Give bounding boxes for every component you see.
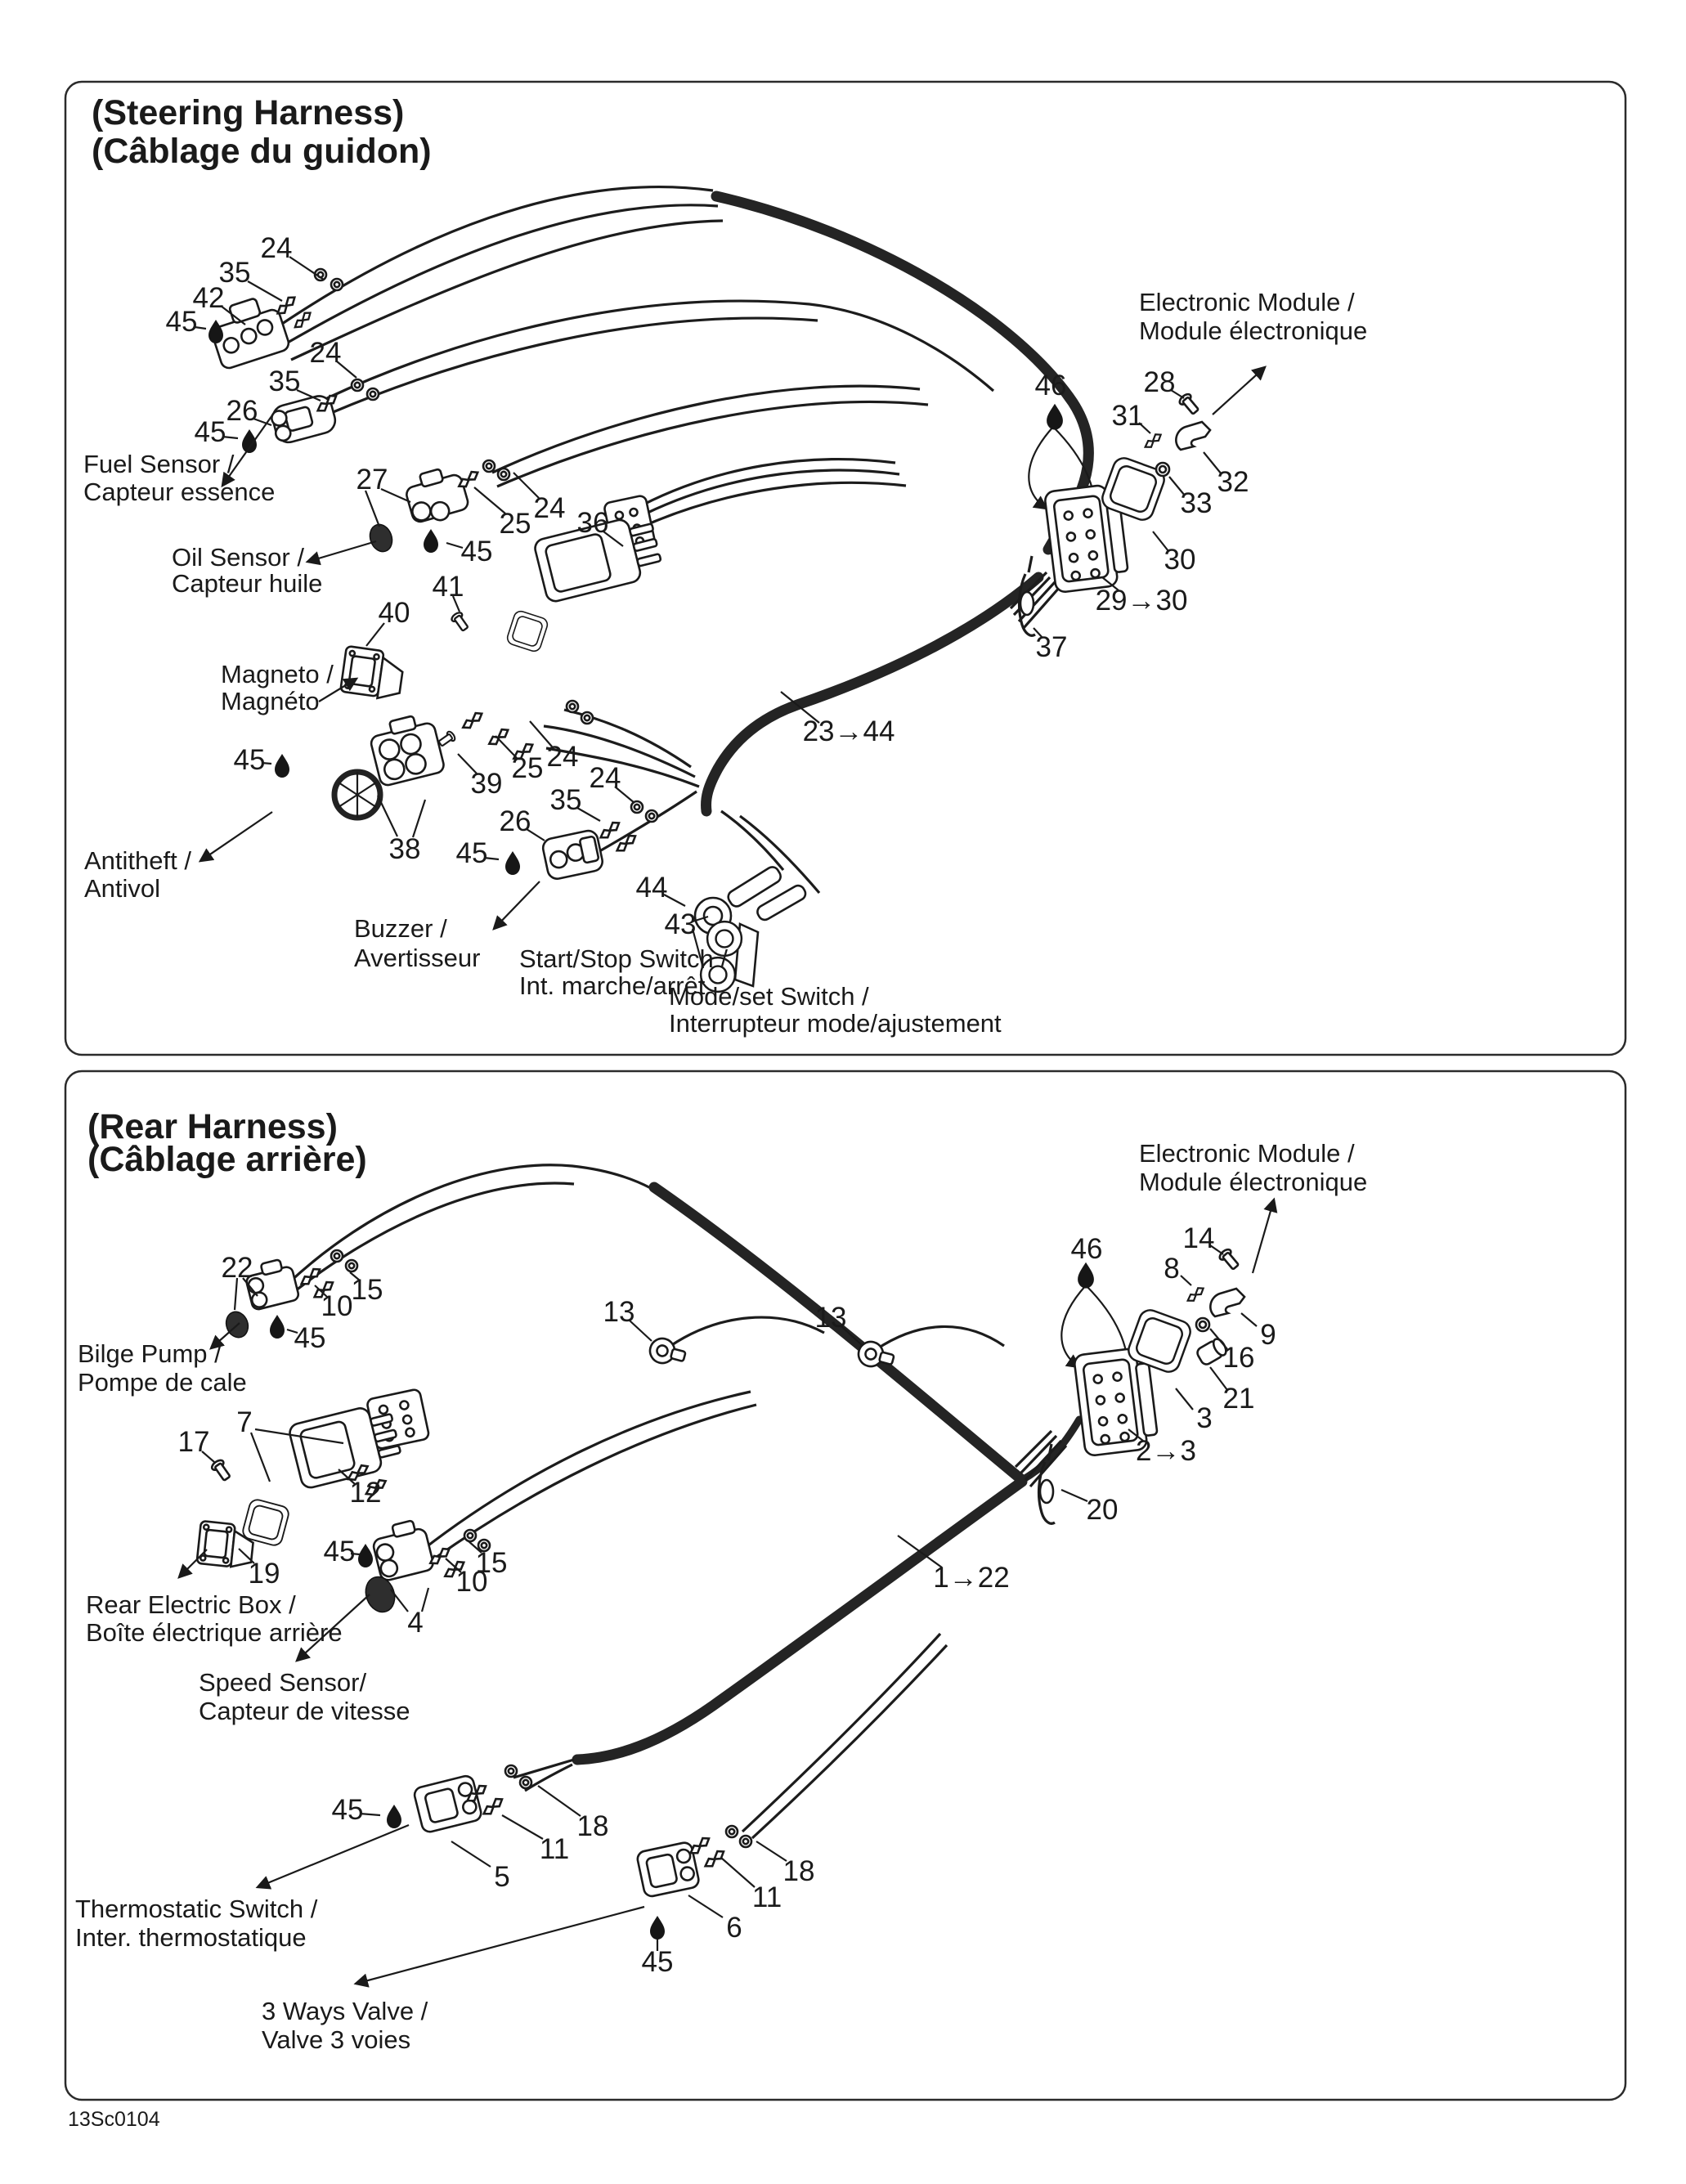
callout-number: 45 xyxy=(294,1322,326,1354)
electronic-module-rear-label: Electronic Module / xyxy=(1139,1139,1355,1168)
callout-number: 46 xyxy=(1034,370,1067,401)
callout-number: 8 xyxy=(1164,1253,1180,1285)
callout-number: 10 xyxy=(321,1290,353,1322)
callout-number: 24 xyxy=(260,232,293,264)
callout-number: 37 xyxy=(1035,631,1068,663)
callout-number: 4 xyxy=(407,1607,424,1639)
three-ways-valve-connector xyxy=(636,1841,700,1898)
callout-number: 6 xyxy=(726,1912,742,1944)
callout-number: 18 xyxy=(782,1855,815,1887)
callout-number: 40 xyxy=(378,597,410,629)
electronic-module-label: Module électronique xyxy=(1139,316,1368,345)
callout-number: 38 xyxy=(388,833,421,865)
magneto-label: Magneto / xyxy=(221,660,334,688)
speed-sensor-label: Speed Sensor/ xyxy=(199,1668,367,1697)
callout-number: 13 xyxy=(603,1296,635,1328)
callout-number: 45 xyxy=(233,744,266,776)
buzzer-label: Buzzer / xyxy=(354,914,447,943)
callout-number: 24 xyxy=(533,492,566,524)
callout-number: 32 xyxy=(1217,466,1249,498)
oil-sensor-label: Oil Sensor / xyxy=(172,543,304,572)
callout-number: 26 xyxy=(499,805,531,837)
fuel-sensor-label: Capteur essence xyxy=(83,478,276,506)
buzzer-label: Avertisseur xyxy=(354,944,481,972)
callout-number: 26 xyxy=(226,395,258,427)
callout-number: 15 xyxy=(475,1547,508,1579)
callout-number: 35 xyxy=(218,257,251,289)
callout-number: 11 xyxy=(751,1881,782,1913)
callout-number: 46 xyxy=(1070,1233,1103,1265)
start-stop-switch-label: Int. marche/arrêt xyxy=(519,971,706,1000)
callout-number: 45 xyxy=(194,416,226,448)
callout-number: 5 xyxy=(494,1861,510,1893)
callout-number: 41 xyxy=(432,571,464,603)
callout-number: 45 xyxy=(165,306,198,338)
magneto-label: Magnéto xyxy=(221,687,320,715)
antitheft-label: Antivol xyxy=(84,874,161,903)
callout-number: 1→22 xyxy=(933,1562,1010,1594)
callout-number: 11 xyxy=(539,1833,570,1865)
thermostatic-switch-label: Inter. thermostatique xyxy=(75,1923,307,1952)
speed-sensor-label: Capteur de vitesse xyxy=(199,1697,410,1725)
callout-number: 24 xyxy=(589,762,621,794)
callout-number: 24 xyxy=(309,337,342,369)
electronic-module-label: Electronic Module / xyxy=(1139,288,1355,316)
callout-number: 9 xyxy=(1260,1319,1276,1351)
callout-number: 16 xyxy=(1222,1342,1255,1374)
callout-number: 35 xyxy=(268,365,301,397)
callout-number: 39 xyxy=(470,768,503,800)
thermostatic-switch-label: Thermostatic Switch / xyxy=(75,1895,318,1923)
antitheft-label: Antitheft / xyxy=(84,846,191,875)
callout-number: 30 xyxy=(1164,544,1196,576)
rear-electric-box-label: Boîte électrique arrière xyxy=(86,1618,343,1647)
callout-number: 42 xyxy=(192,282,225,314)
document-code: 13Sc0104 xyxy=(68,2108,160,2131)
callout-number: 28 xyxy=(1143,366,1176,398)
callout-number: 20 xyxy=(1086,1494,1119,1526)
callout-number: 27 xyxy=(356,464,388,496)
callout-number: 25 xyxy=(511,752,544,784)
three-ways-valve-label: 3 Ways Valve / xyxy=(262,1997,428,2025)
callout-number: 36 xyxy=(576,507,609,539)
callout-number: 31 xyxy=(1111,400,1144,432)
rear-panel-title: (Rear Harness) xyxy=(87,1107,338,1146)
callout-number: 33 xyxy=(1180,487,1213,519)
callout-number: 10 xyxy=(455,1566,488,1598)
callout-number: 18 xyxy=(576,1810,609,1842)
callout-number: 45 xyxy=(641,1946,674,1978)
callout-number: 14 xyxy=(1182,1222,1215,1254)
fuel-sensor-label: Fuel Sensor / xyxy=(83,450,235,478)
oil-sensor-label: Capteur huile xyxy=(172,569,323,598)
callout-number: 2→3 xyxy=(1136,1435,1196,1467)
rear-electric-box-label: Rear Electric Box / xyxy=(86,1590,296,1619)
steering-panel-title: (Steering Harness) xyxy=(92,93,405,132)
callout-number: 45 xyxy=(460,536,493,567)
callout-number: 43 xyxy=(664,908,697,940)
callout-number: 13 xyxy=(814,1302,847,1334)
callout-number: 23→44 xyxy=(802,715,895,747)
callout-number: 7 xyxy=(236,1406,253,1438)
mode-set-switch-label: Interrupteur mode/ajustement xyxy=(669,1009,1002,1038)
callout-number: 15 xyxy=(351,1274,383,1306)
callout-number: 45 xyxy=(331,1794,364,1826)
electronic-module-rear-label: Module électronique xyxy=(1139,1168,1368,1196)
callout-number: 45 xyxy=(323,1536,356,1567)
steering-panel-title: (Câblage du guidon) xyxy=(92,132,432,171)
three-ways-valve-label: Valve 3 voies xyxy=(262,2025,411,2054)
callout-number: 3 xyxy=(1196,1402,1213,1434)
bilge-pump-label: Pompe de cale xyxy=(78,1368,247,1397)
callout-number: 22 xyxy=(221,1252,253,1284)
callout-number: 17 xyxy=(177,1426,210,1458)
mode-set-switch-label: Mode/set Switch / xyxy=(669,982,869,1011)
start-stop-switch-label: Start/Stop Switch / xyxy=(519,944,728,973)
callout-number: 21 xyxy=(1222,1383,1255,1415)
callout-number: 24 xyxy=(546,741,579,773)
callout-number: 29→30 xyxy=(1095,585,1188,617)
callout-number: 45 xyxy=(455,837,488,869)
callout-number: 25 xyxy=(499,508,531,540)
rear-panel-title: (Câblage arrière) xyxy=(87,1140,367,1179)
callout-number: 19 xyxy=(248,1558,280,1590)
callout-number: 12 xyxy=(349,1477,382,1509)
callout-number: 44 xyxy=(635,872,668,904)
callout-number: 35 xyxy=(549,784,582,816)
bilge-pump-label: Bilge Pump / xyxy=(78,1339,222,1368)
